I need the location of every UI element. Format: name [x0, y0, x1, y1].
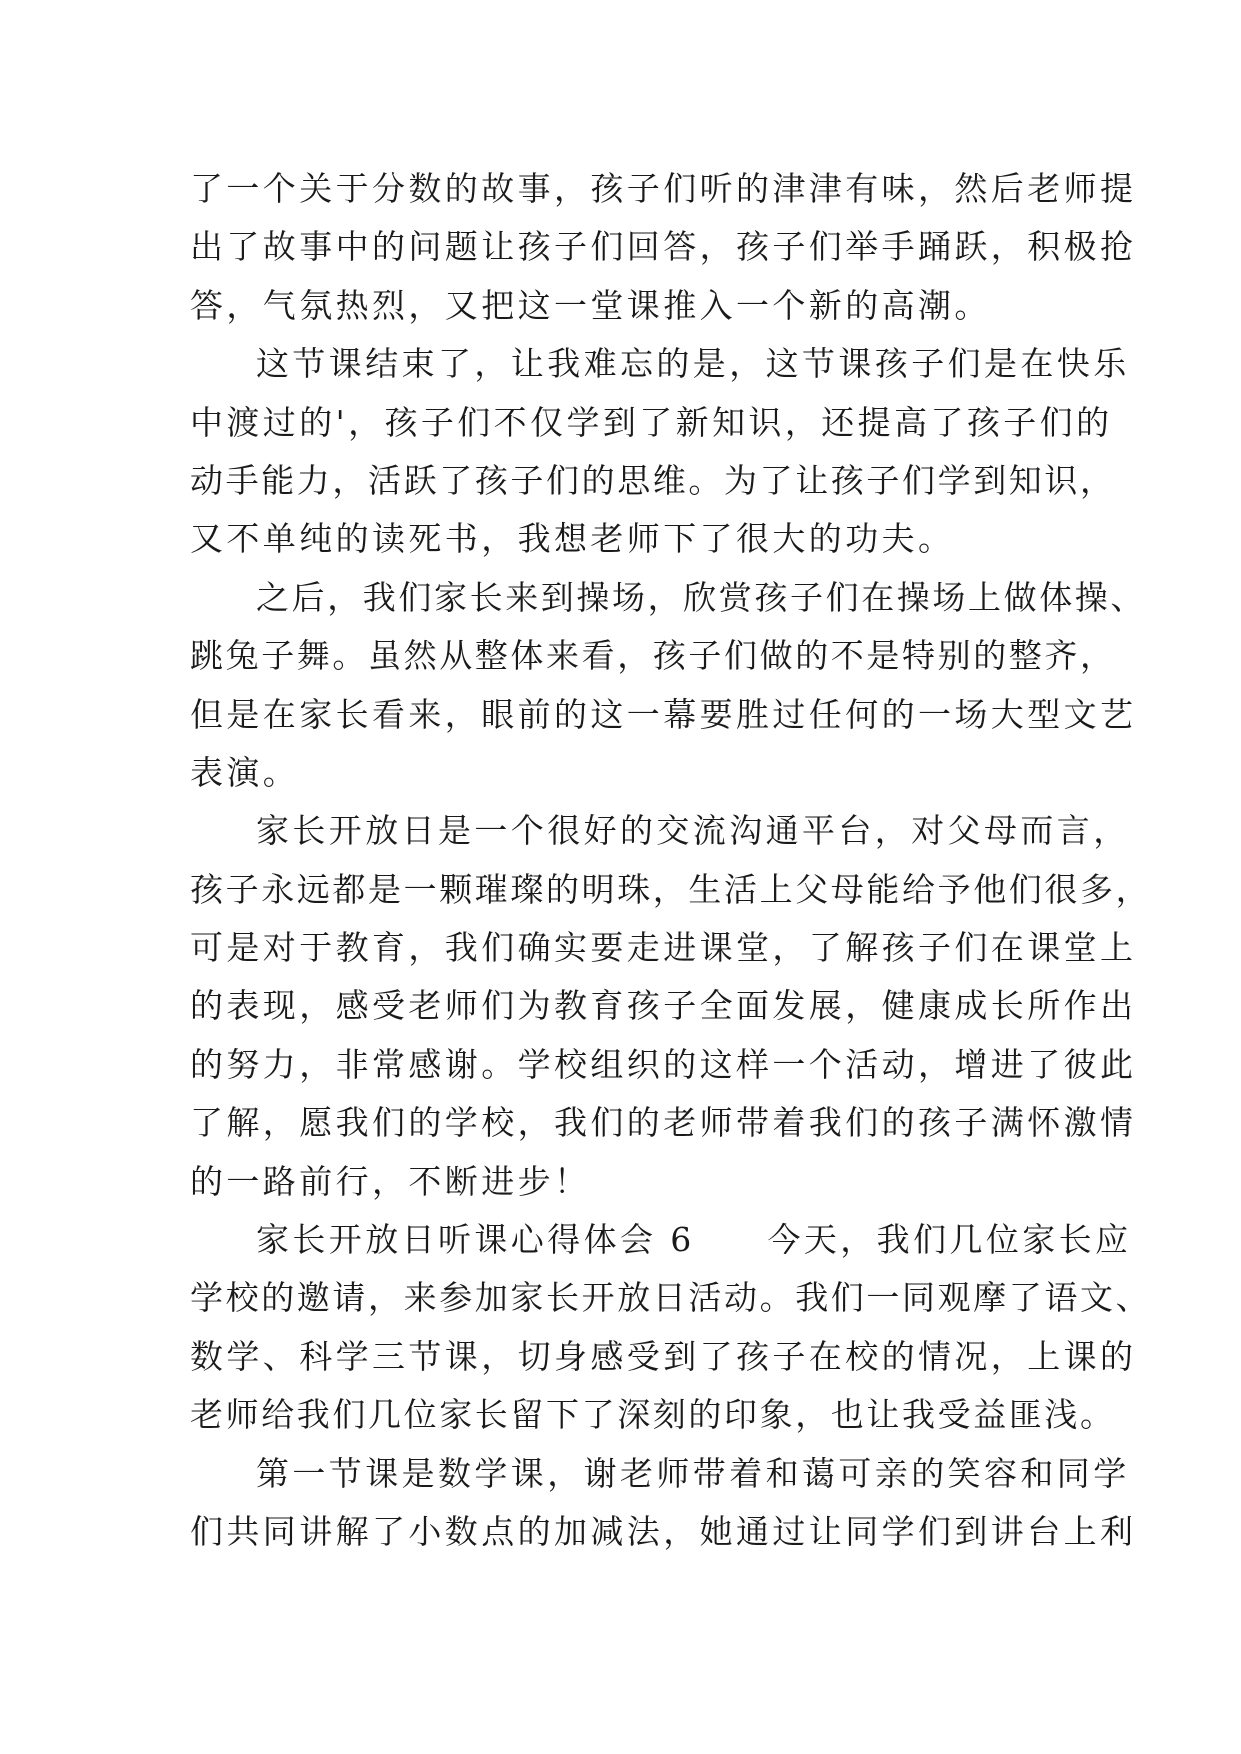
- text-line: 跳兔子舞。虽然从整体来看，孩子们做的不是特别的整齐，: [190, 636, 1116, 676]
- text-line: 数学、科学三节课，切身感受到了孩子在校的情况，上课的: [190, 1336, 1137, 1376]
- paragraph-first-line: 这节课结束了，让我难忘的是，这节课孩子们是在快乐: [256, 344, 1130, 384]
- section-heading-line: 家长开放日听课心得体会 6 今天，我们几位家长应: [256, 1220, 1132, 1260]
- text-line: 中渡过的'，孩子们不仅学到了新知识，还提高了孩子们的: [190, 402, 1113, 442]
- text-line: 动手能力，活跃了孩子们的思维。为了让孩子们学到知识，: [190, 460, 1116, 500]
- text-line: 的表现，感受老师们为教育孩子全面发展，健康成长所作出: [190, 986, 1137, 1026]
- document-body: [190, 160, 1152, 1561]
- paragraph-first-line: 家长开放日是一个很好的交流沟通平台，对父母而言，: [256, 811, 1130, 851]
- text-line: 又不单纯的读死书，我想老师下了很大的功夫。: [190, 519, 955, 559]
- paragraph-first-line: 之后，我们家长来到操场，欣赏孩子们在操场上做体操、: [256, 577, 1146, 617]
- text-line: 学校的邀请，来参加家长开放日活动。我们一同观摩了语文、: [190, 1278, 1152, 1318]
- text-line: 们共同讲解了小数点的加减法，她通过让同学们到讲台上利: [190, 1511, 1137, 1551]
- paragraph-first-line: 第一节课是数学课，谢老师带着和蔼可亲的笑容和同学: [256, 1453, 1130, 1493]
- text-line: 可是对于教育，我们确实要走进课堂，了解孩子们在课堂上: [190, 928, 1137, 968]
- text-line: 孩子永远都是一颗璀璨的明珠，生活上父母能给予他们很多，: [190, 869, 1152, 909]
- text-line: 出了故事中的问题让孩子们回答，孩子们举手踊跃，积极抢: [190, 227, 1137, 267]
- text-line: 了解，愿我们的学校，我们的老师带着我们的孩子满怀激情: [190, 1103, 1137, 1143]
- text-line: 老师给我们几位家长留下了深刻的印象，也让我受益匪浅。: [190, 1395, 1116, 1435]
- text-line: 但是在家长看来，眼前的这一幕要胜过任何的一场大型文艺: [190, 694, 1137, 734]
- text-line: 了一个关于分数的故事，孩子们听的津津有味，然后老师提: [190, 169, 1137, 208]
- text-line: 答，气氛热烈，又把这一堂课推入一个新的高潮。: [190, 285, 991, 325]
- text-line: 的努力，非常感谢。学校组织的这样一个活动，增进了彼此: [190, 1044, 1137, 1084]
- text-line: 表演。: [190, 752, 300, 792]
- text-line: 的一路前行，不断进步！: [190, 1161, 591, 1201]
